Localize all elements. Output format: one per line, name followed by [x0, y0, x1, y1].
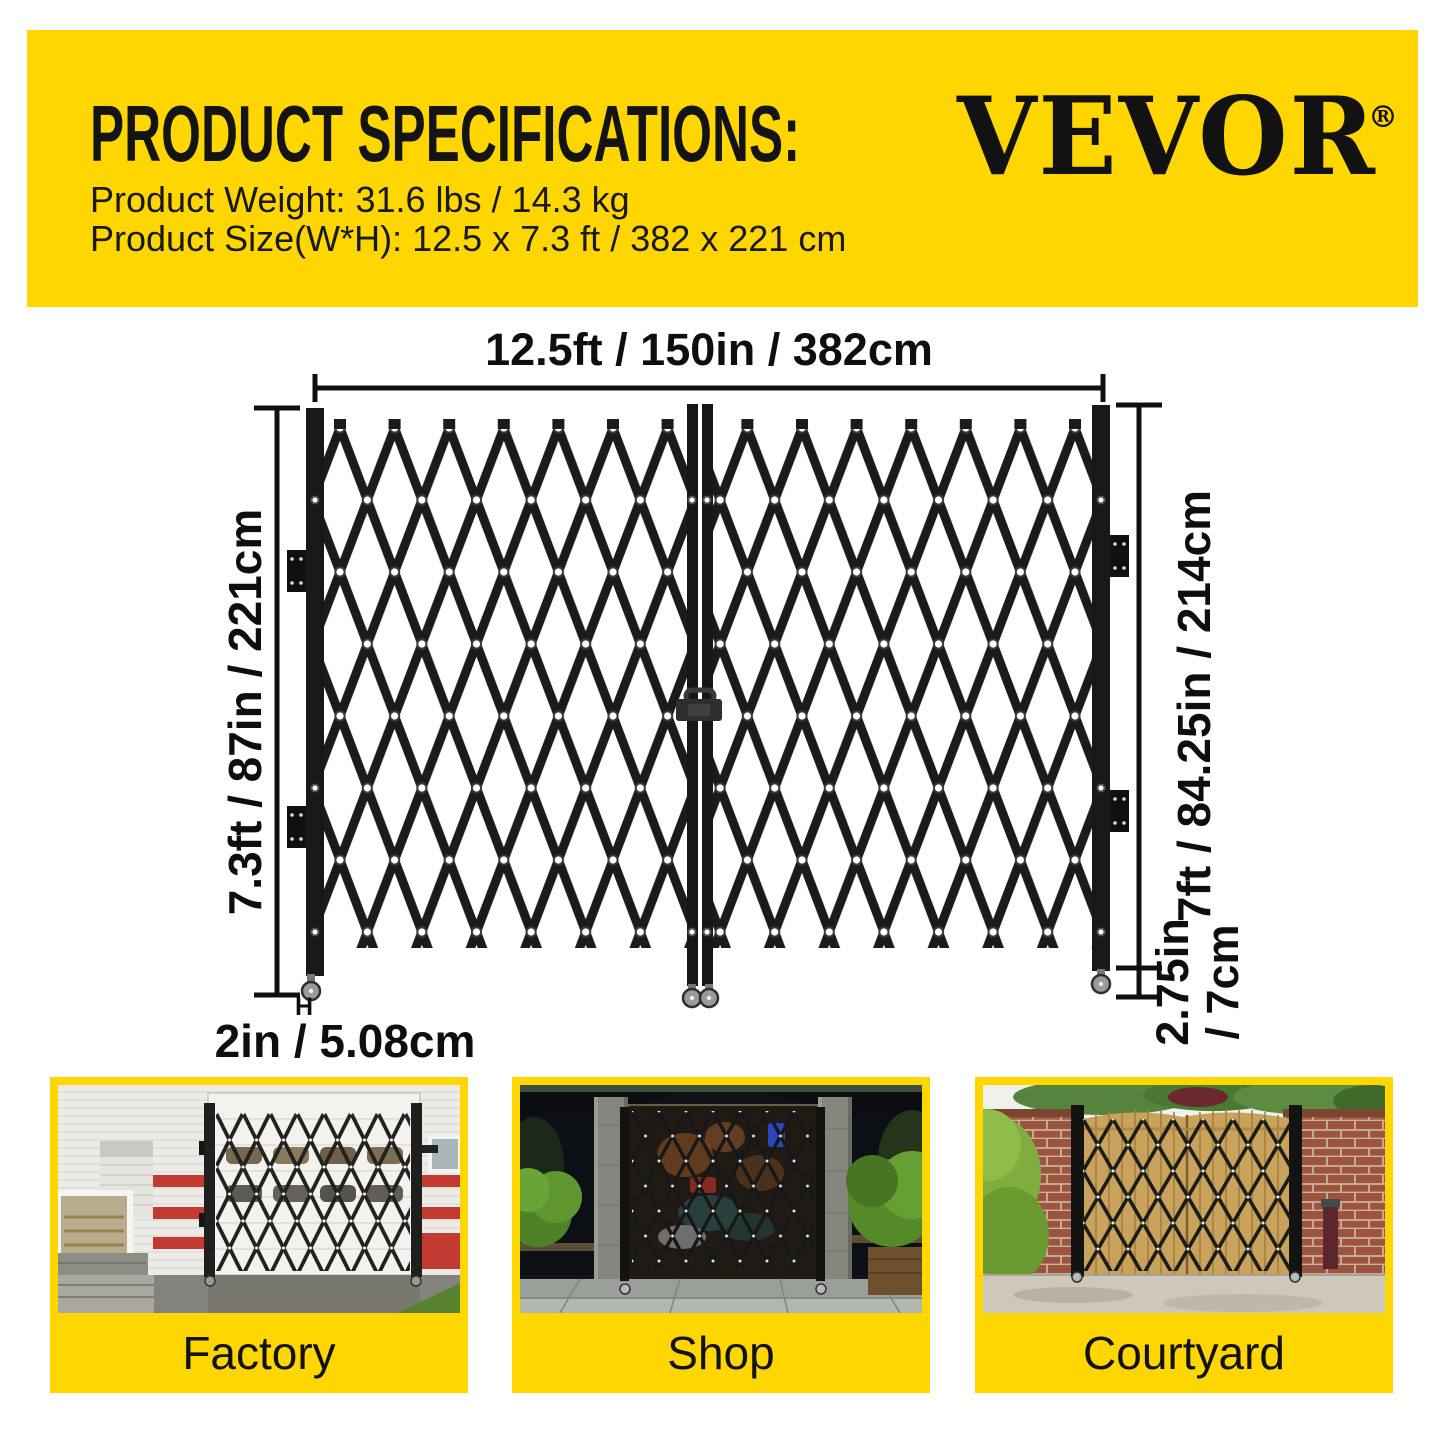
shop-photo: [520, 1085, 922, 1313]
application-card-shop: [512, 1077, 930, 1393]
left-height-dimension-label: 7.3ft / 87in / 221cm: [219, 508, 271, 916]
right-height-dimension-label: 7ft / 84.25in / 214cm: [1168, 489, 1220, 923]
card-caption-courtyard: Courtyard: [1083, 1327, 1285, 1379]
application-card-factory: [50, 1077, 468, 1393]
caster-height-dimension-label: 2.75in / 7cm: [1147, 918, 1248, 1046]
wheel-size-label: 2in / 5.08cm: [214, 1015, 476, 1067]
brand-logo: VEVOR: [957, 74, 1377, 200]
gate-center-post-left: [687, 404, 698, 986]
wheel-marker-label: H: [295, 993, 314, 1021]
gate-center-post-right: [702, 404, 713, 986]
application-card-courtyard: [975, 1077, 1393, 1393]
card-caption-shop: Shop: [667, 1327, 775, 1379]
gate-lattice-right: [713, 428, 1092, 948]
factory-photo: [58, 1085, 460, 1313]
product-size-line: Product Size(W*H): 12.5 x 7.3 ft / 382 x 221 cm: [90, 218, 847, 259]
product-weight-line: Product Weight: 31.6 lbs / 14.3 kg: [90, 179, 630, 220]
card-caption-factory: Factory: [182, 1327, 336, 1379]
courtyard-photo: [983, 1085, 1385, 1313]
gate-right-post: [1092, 405, 1110, 971]
page-title: PRODUCT SPECIFICATIONS:: [90, 89, 801, 178]
gate-lattice-left: [323, 428, 687, 948]
gate-left-post: [306, 408, 324, 976]
registered-trademark-icon: ®: [1368, 100, 1398, 135]
width-dimension-label: 12.5ft / 150in / 382cm: [485, 324, 933, 375]
